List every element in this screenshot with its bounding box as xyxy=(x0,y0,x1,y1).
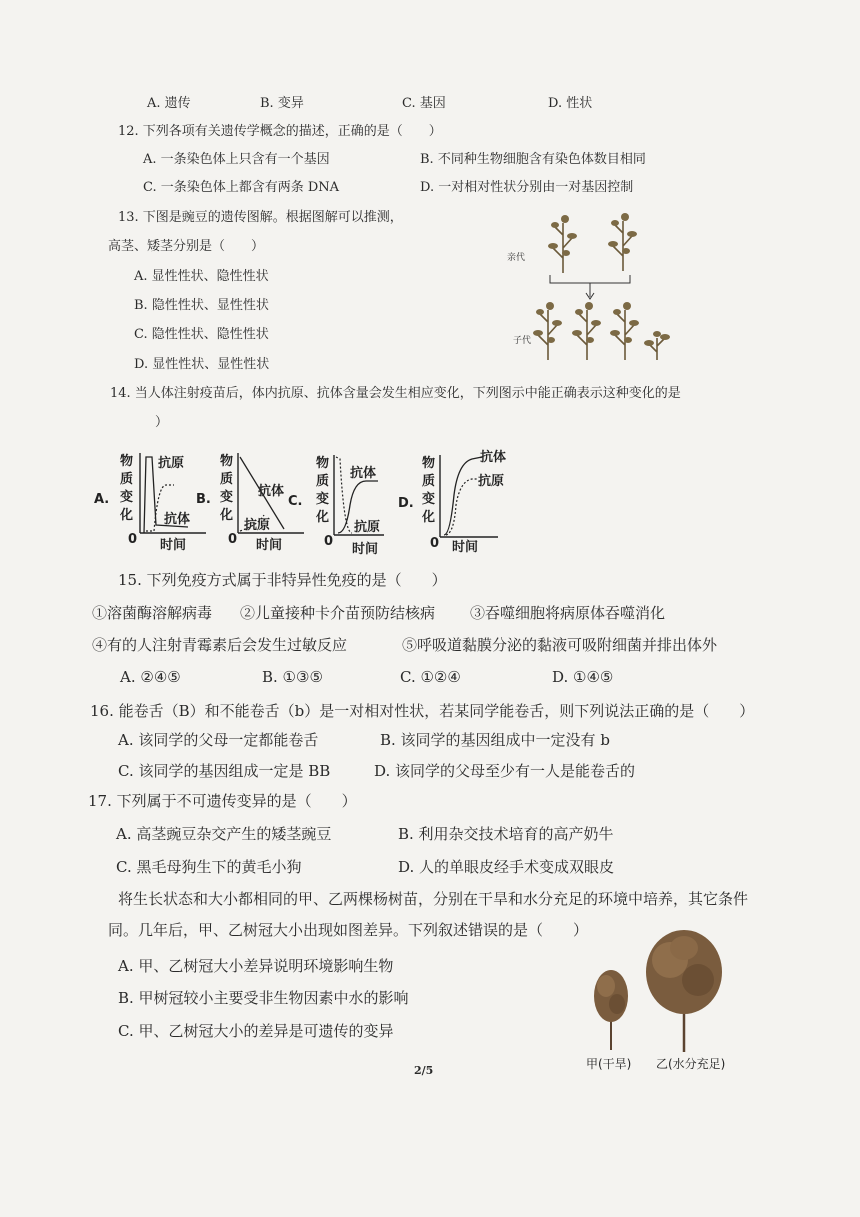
graph-c-antigen-label: 抗原 xyxy=(354,520,381,535)
q17-option-b: B. 利用杂交技术培育的高产奶牛 xyxy=(398,825,614,843)
svg-text:变: 变 xyxy=(220,490,234,505)
q15-option-a: A. ②④⑤ xyxy=(120,668,181,686)
q13-stem-line2: 高茎、矮茎分别是（ ） xyxy=(108,239,265,254)
svg-text:物: 物 xyxy=(120,454,134,469)
svg-text:化: 化 xyxy=(316,510,330,525)
svg-text:物: 物 xyxy=(316,456,330,471)
q17-option-a: A. 高茎豌豆杂交产生的矮茎豌豆 xyxy=(116,825,332,843)
q13-stem-line1: 13. 下图是豌豆的遗传图解。根据图解可以推测， xyxy=(118,210,403,225)
tree-comparison-figure xyxy=(580,928,740,1078)
q13-option-d: D. 显性性状、显性性状 xyxy=(134,357,270,372)
graph-b-letter: B. xyxy=(196,492,211,507)
svg-text:物: 物 xyxy=(220,454,234,469)
q18-stem-line1: 将生长状态和大小都相同的甲、乙两棵杨树苗，分别在干旱和水分充足的环境中培养，其它条件 xyxy=(118,890,749,908)
graph-d-antigen-label: 抗原 xyxy=(478,474,505,489)
page-number: 2/5 xyxy=(414,1064,434,1077)
graph-d-letter: D. xyxy=(398,496,414,511)
q16-stem: 16. 能卷舌（B）和不能卷舌（b）是一对相对性状，若某同学能卷舌，则下列说法正确的是（ ） xyxy=(90,702,755,720)
q16-option-a: A. 该同学的父母一定都能卷舌 xyxy=(118,731,319,749)
q12-option-d: D. 一对相对性状分别由一对基因控制 xyxy=(420,180,634,195)
graph-d-ylabel xyxy=(421,455,435,525)
q14-stem-line2: ） xyxy=(155,415,169,430)
graph-c-xlabel: 时间 xyxy=(352,542,379,557)
pea-inheritance-diagram xyxy=(505,205,705,375)
q13-option-a: A. 显性性状、隐性性状 xyxy=(134,269,269,284)
svg-text:质: 质 xyxy=(422,474,436,489)
offspring-plant-2 xyxy=(572,302,601,360)
q12-stem: 12. 下列各项有关遗传学概念的描述，正确的是（ ） xyxy=(118,124,442,139)
q18-option-b: B. 甲树冠较小主要受非生物因素中水的影响 xyxy=(118,989,409,1007)
offspring-plant-1 xyxy=(533,302,562,360)
graph-b-origin: 0 xyxy=(228,532,238,547)
q18-stem-line2: 同。几年后，甲、乙树冠大小出现如图差异。下列叙述错误的是（ ） xyxy=(108,921,589,939)
q13-option-c: C. 隐性性状、隐性性状 xyxy=(134,327,269,342)
q12-option-b: B. 不同种生物细胞含有染色体数目相同 xyxy=(420,152,646,167)
q16-option-c: C. 该同学的基因组成一定是 BB xyxy=(118,762,331,780)
q17-option-d: D. 人的单眼皮经手术变成双眼皮 xyxy=(398,858,615,876)
svg-text:质: 质 xyxy=(316,474,330,489)
tree-yi-large xyxy=(646,930,722,1052)
graph-a-ylabel xyxy=(119,453,133,523)
parent-generation-label: 亲代 xyxy=(507,253,526,263)
graph-b-ylabel xyxy=(219,453,233,523)
q12-option-a: A. 一条染色体上只含有一个基因 xyxy=(143,152,330,167)
svg-text:化: 化 xyxy=(422,510,436,525)
graph-c-antibody-label: 抗体 xyxy=(350,466,377,481)
graph-c-origin: 0 xyxy=(324,534,334,549)
graph-d-origin: 0 xyxy=(430,536,440,551)
graph-d-xlabel: 时间 xyxy=(452,540,479,555)
graph-c-ylabel xyxy=(315,455,329,525)
q15-item-5: ⑤呼吸道黏膜分泌的黏液可吸附细菌并排出体外 xyxy=(402,636,718,654)
q16-option-d: D. 该同学的父母至少有一人是能卷舌的 xyxy=(374,762,636,780)
graph-b-antigen-label: 抗原 xyxy=(244,518,271,533)
svg-text:变: 变 xyxy=(422,492,436,507)
graph-c-letter: C. xyxy=(288,494,303,509)
tree-jia-small xyxy=(594,970,628,1050)
graph-a-antigen-label: 抗原 xyxy=(158,456,185,471)
svg-text:化: 化 xyxy=(120,508,134,523)
graph-b-antibody-label: 抗体 xyxy=(258,484,285,499)
q14-graphs xyxy=(88,445,518,560)
svg-text:变: 变 xyxy=(316,492,330,507)
q13-option-b: B. 隐性性状、显性性状 xyxy=(134,298,269,313)
q18-option-a: A. 甲、乙树冠大小差异说明环境影响生物 xyxy=(118,957,394,975)
q11-option-c: C. 基因 xyxy=(402,96,446,111)
q11-option-b: B. 变异 xyxy=(260,96,304,111)
parent-plant-1 xyxy=(548,215,577,273)
parent-plant-2 xyxy=(608,213,637,271)
graph-a-antibody-label: 抗体 xyxy=(164,512,191,527)
q15-item-3: ③吞噬细胞将病原体吞噬消化 xyxy=(470,604,666,622)
q15-option-c: C. ①②④ xyxy=(400,668,461,686)
offspring-plant-dwarf xyxy=(644,331,670,360)
q17-stem: 17. 下列属于不可遗传变异的是（ ） xyxy=(88,792,357,810)
q14-stem-line1: 14. 当人体注射疫苗后，体内抗原、抗体含量会发生相应变化，下列图示中能正确表示这种变化的是 xyxy=(110,386,681,401)
graph-a-xlabel: 时间 xyxy=(160,538,187,553)
q15-option-d: D. ①④⑤ xyxy=(552,668,614,686)
svg-text:物: 物 xyxy=(422,456,436,471)
q12-option-c: C. 一条染色体上都含有两条 DNA xyxy=(143,180,340,195)
graph-d-antibody-label: 抗体 xyxy=(480,450,507,465)
tree-jia-label: 甲(干旱) xyxy=(586,1057,632,1071)
q15-stem: 15. 下列免疫方式属于非特异性免疫的是（ ） xyxy=(118,571,447,589)
offspring-plant-3 xyxy=(610,302,639,360)
graph-a-origin: 0 xyxy=(128,532,138,547)
graph-b-xlabel: 时间 xyxy=(256,538,283,553)
q15-item-2: ②儿童接种卡介苗预防结核病 xyxy=(240,604,436,622)
tree-yi-label: 乙(水分充足) xyxy=(656,1057,726,1071)
svg-text:质: 质 xyxy=(220,472,234,487)
q18-option-c: C. 甲、乙树冠大小的差异是可遗传的变异 xyxy=(118,1022,394,1040)
q15-item-4: ④有的人注射青霉素后会发生过敏反应 xyxy=(92,636,348,654)
q17-option-c: C. 黑毛母狗生下的黄毛小狗 xyxy=(116,858,302,876)
svg-text:化: 化 xyxy=(220,508,234,523)
graph-a-letter: A. xyxy=(94,492,110,507)
q11-option-a: A. 遗传 xyxy=(147,96,191,111)
svg-text:质: 质 xyxy=(120,472,134,487)
offspring-generation-label: 子代 xyxy=(513,336,532,346)
q11-option-d: D. 性状 xyxy=(548,96,593,111)
svg-text:变: 变 xyxy=(120,490,134,505)
q16-option-b: B. 该同学的基因组成中一定没有 b xyxy=(380,731,610,749)
q15-item-1: ①溶菌酶溶解病毒 xyxy=(92,604,213,622)
q15-option-b: B. ①③⑤ xyxy=(262,668,323,686)
